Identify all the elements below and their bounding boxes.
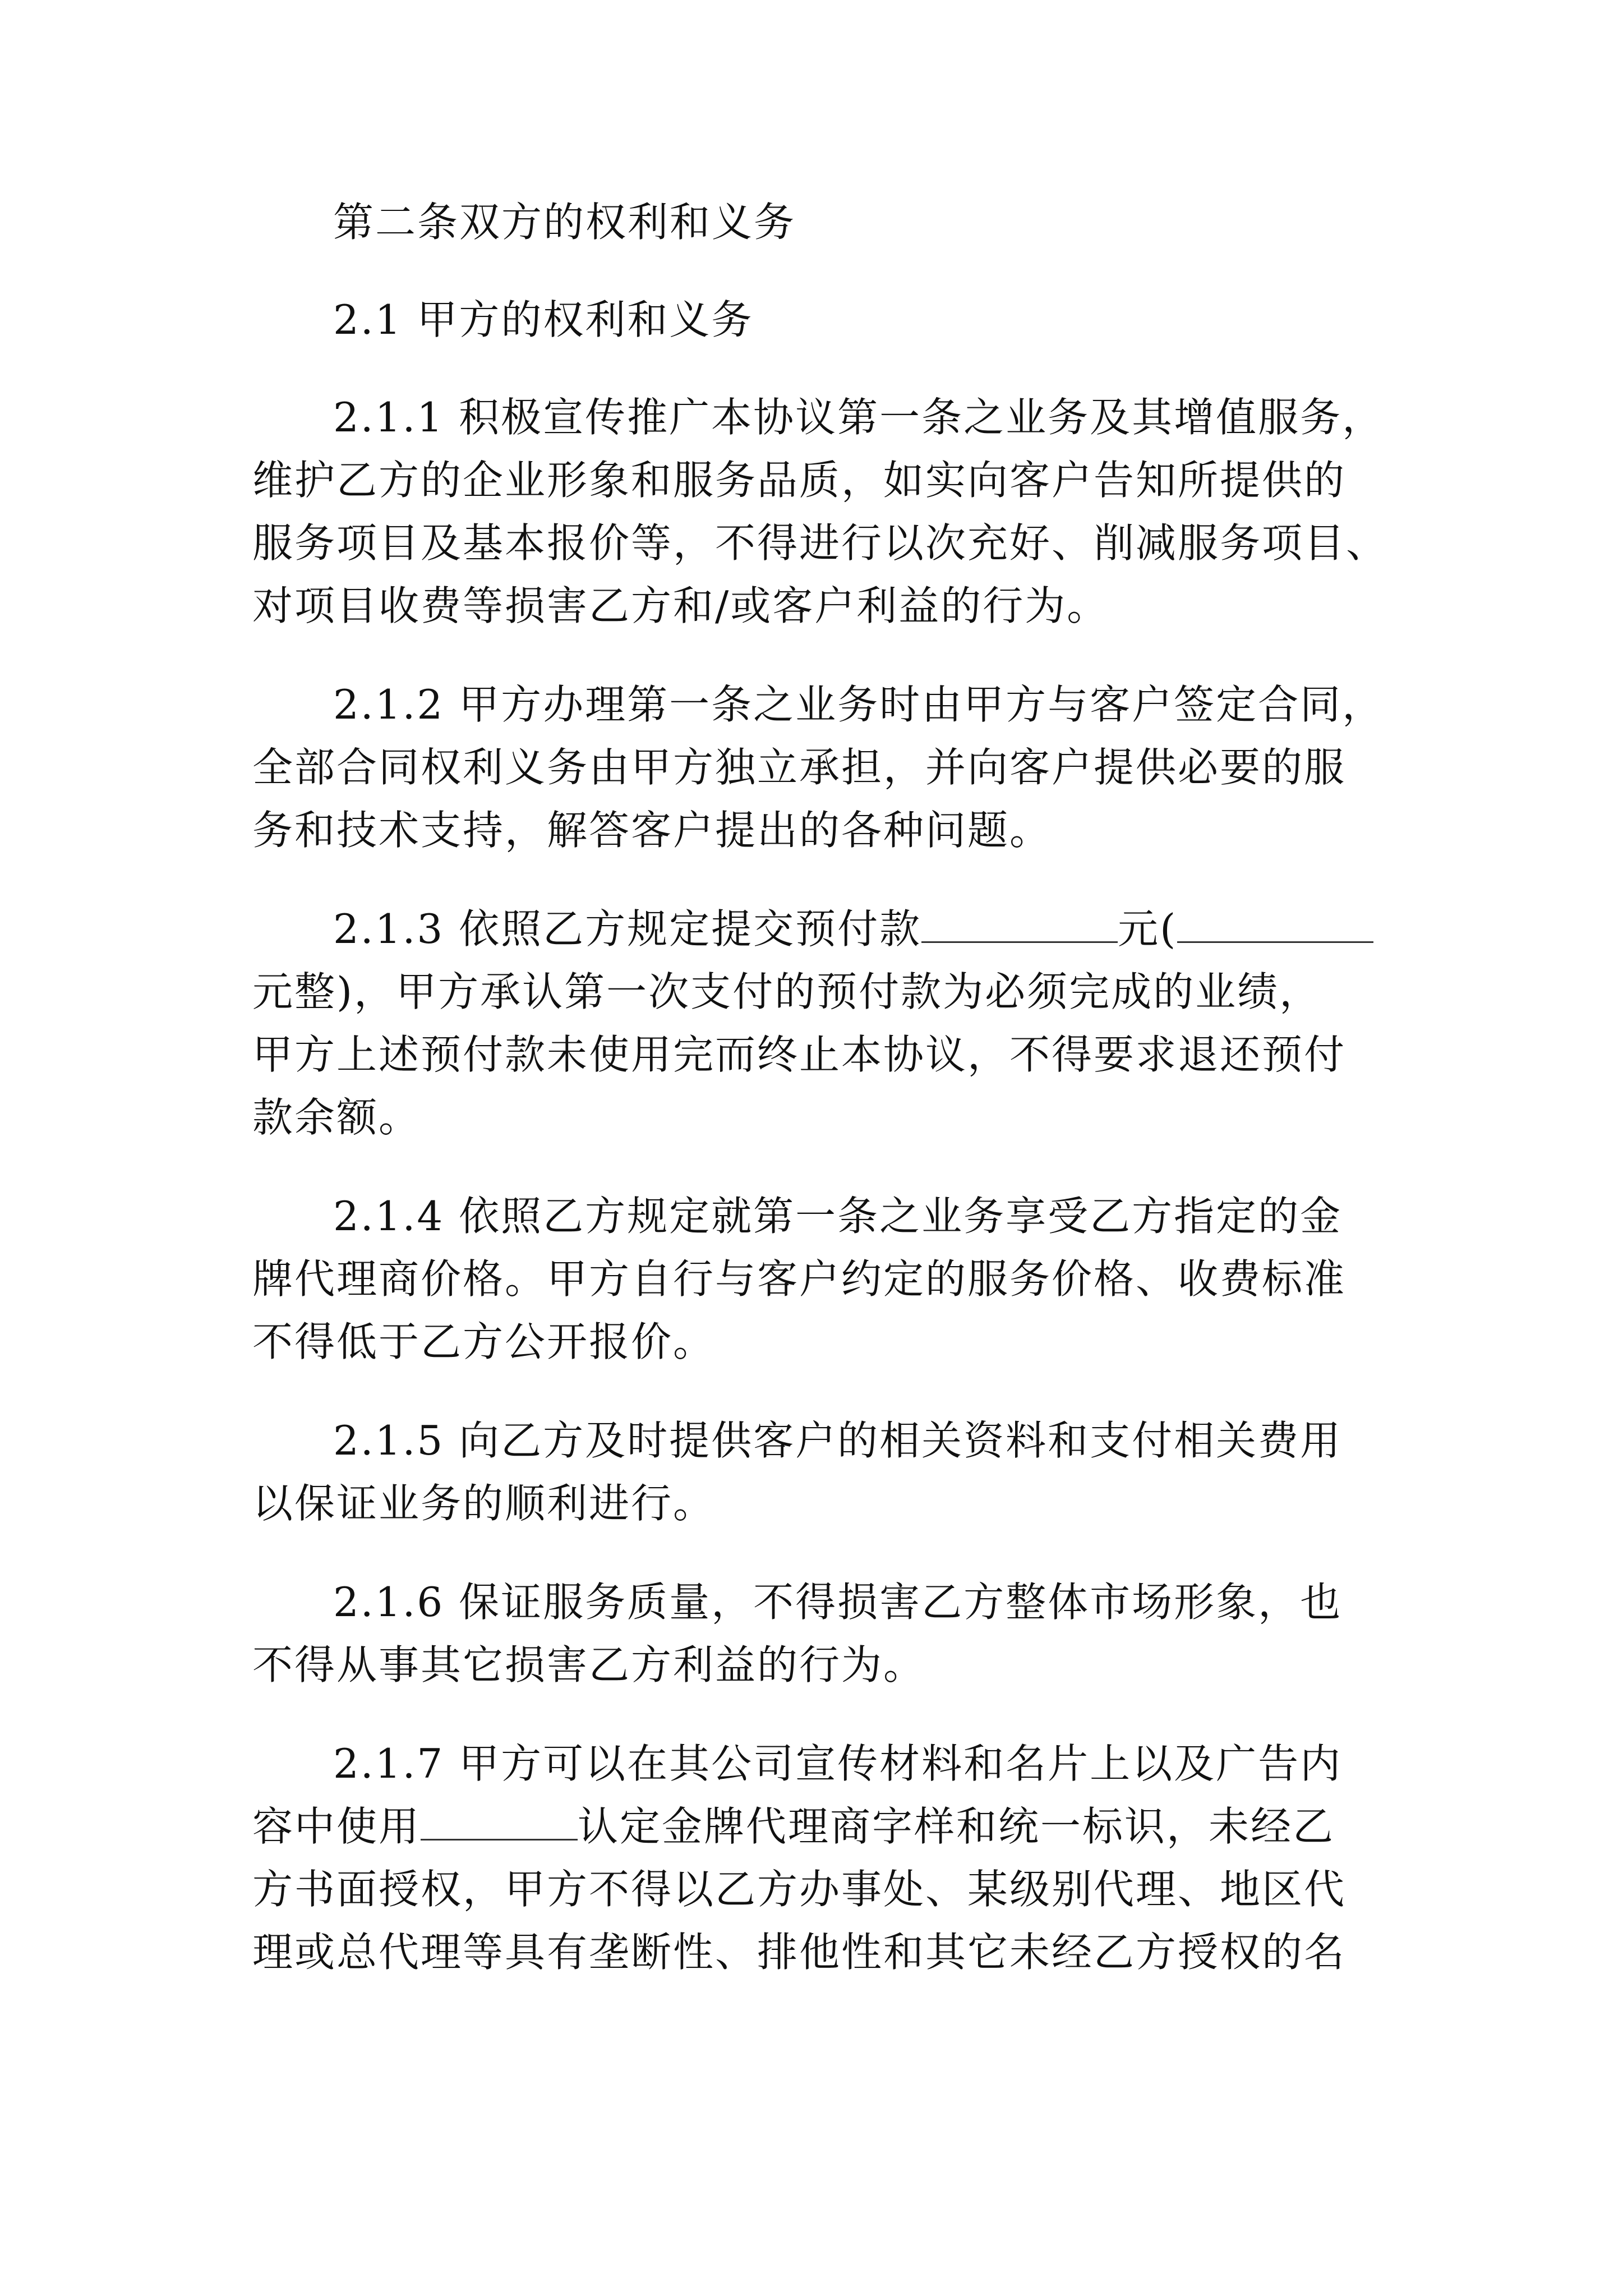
clause-2-1-4-line-1: 2.1.4 依照乙方规定就第一条之业务享受乙方指定的金 [333, 1193, 1343, 1240]
clause-2-1-6-line-2: 不得从事其它损害乙方利益的行为。 [252, 1641, 926, 1688]
clause-2-1-1-line-1: 2.1.1 积极宣传推广本协议第一条之业务及其增值服务， [333, 394, 1385, 441]
prepayment-amount-blank [921, 907, 1118, 943]
clause-2-1-2-line-2: 全部合同权利义务由甲方独立承担，并向客户提供必要的服 [252, 744, 1347, 791]
clause-2-1-2-line-1: 2.1.2 甲方办理第一条之业务时由甲方与客户签定合同， [333, 681, 1385, 728]
clause-2-1-7-line-3: 方书面授权，甲方不得以乙方办事处、某级别代理、地区代 [252, 1866, 1347, 1913]
clause-2-1-7-text-a: 容中使用 [252, 1803, 421, 1850]
clause-2-1-1-line-3: 服务项目及基本报价等，不得进行以次充好、削减服务项目、 [252, 519, 1389, 567]
clause-2-1-3-line-4: 款余额。 [252, 1094, 421, 1141]
clause-2-1-2-line-3: 务和技术支持，解答客户提出的各种问题。 [252, 807, 1052, 854]
clause-2-1-4-line-2: 牌代理商价格。甲方自行与客户约定的服务价格、收费标准 [252, 1255, 1347, 1303]
clause-2-1-3-line-3: 甲方上述预付款未使用完而终止本协议，不得要求退还预付 [252, 1031, 1347, 1078]
brand-name-blank [421, 1804, 578, 1841]
clause-2-1-7-text-b: 认定金牌代理商字样和统一标识，未经乙 [578, 1803, 1335, 1850]
clause-2-1-7-line-2 [252, 1793, 1335, 1860]
clause-2-1-5-line-1: 2.1.5 向乙方及时提供客户的相关资料和支付相关费用 [333, 1417, 1343, 1464]
clause-2-1-6-line-1: 2.1.6 保证服务质量，不得损害乙方整体市场形象，也 [333, 1579, 1343, 1626]
clause-2-1-4-line-3: 不得低于乙方公开报价。 [252, 1318, 716, 1365]
section-heading: 2.1 甲方的权利和义务 [333, 296, 754, 343]
clause-2-1-1-line-2: 维护乙方的企业形象和服务品质，如实向客户告知所提供的 [252, 457, 1347, 504]
prepayment-amount-words-blank [1177, 907, 1373, 943]
clause-2-1-7-line-4: 理或总代理等具有垄断性、排他性和其它未经乙方授权的名 [252, 1929, 1347, 1976]
clause-2-1-3-text-a: 2.1.3 依照乙方规定提交预付款 [333, 905, 922, 953]
clause-2-1-5-line-2: 以保证业务的顺利进行。 [252, 1480, 716, 1527]
clause-2-1-3-line-1 [333, 895, 1373, 963]
clause-2-1-1-line-4: 对项目收费等损害乙方和/或客户利益的行为。 [252, 582, 1109, 629]
clause-2-1-7-line-1: 2.1.7 甲方可以在其公司宣传材料和名片上以及广告内 [333, 1740, 1343, 1787]
clause-2-1-3-text-b: 元( [1118, 905, 1178, 953]
document-page [252, 0, 1393, 2296]
clause-2-1-3-line-2: 元整)，甲方承认第一次支付的预付款为必须完成的业绩， [252, 968, 1322, 1015]
article-heading: 第二条双方的权利和义务 [333, 199, 796, 246]
